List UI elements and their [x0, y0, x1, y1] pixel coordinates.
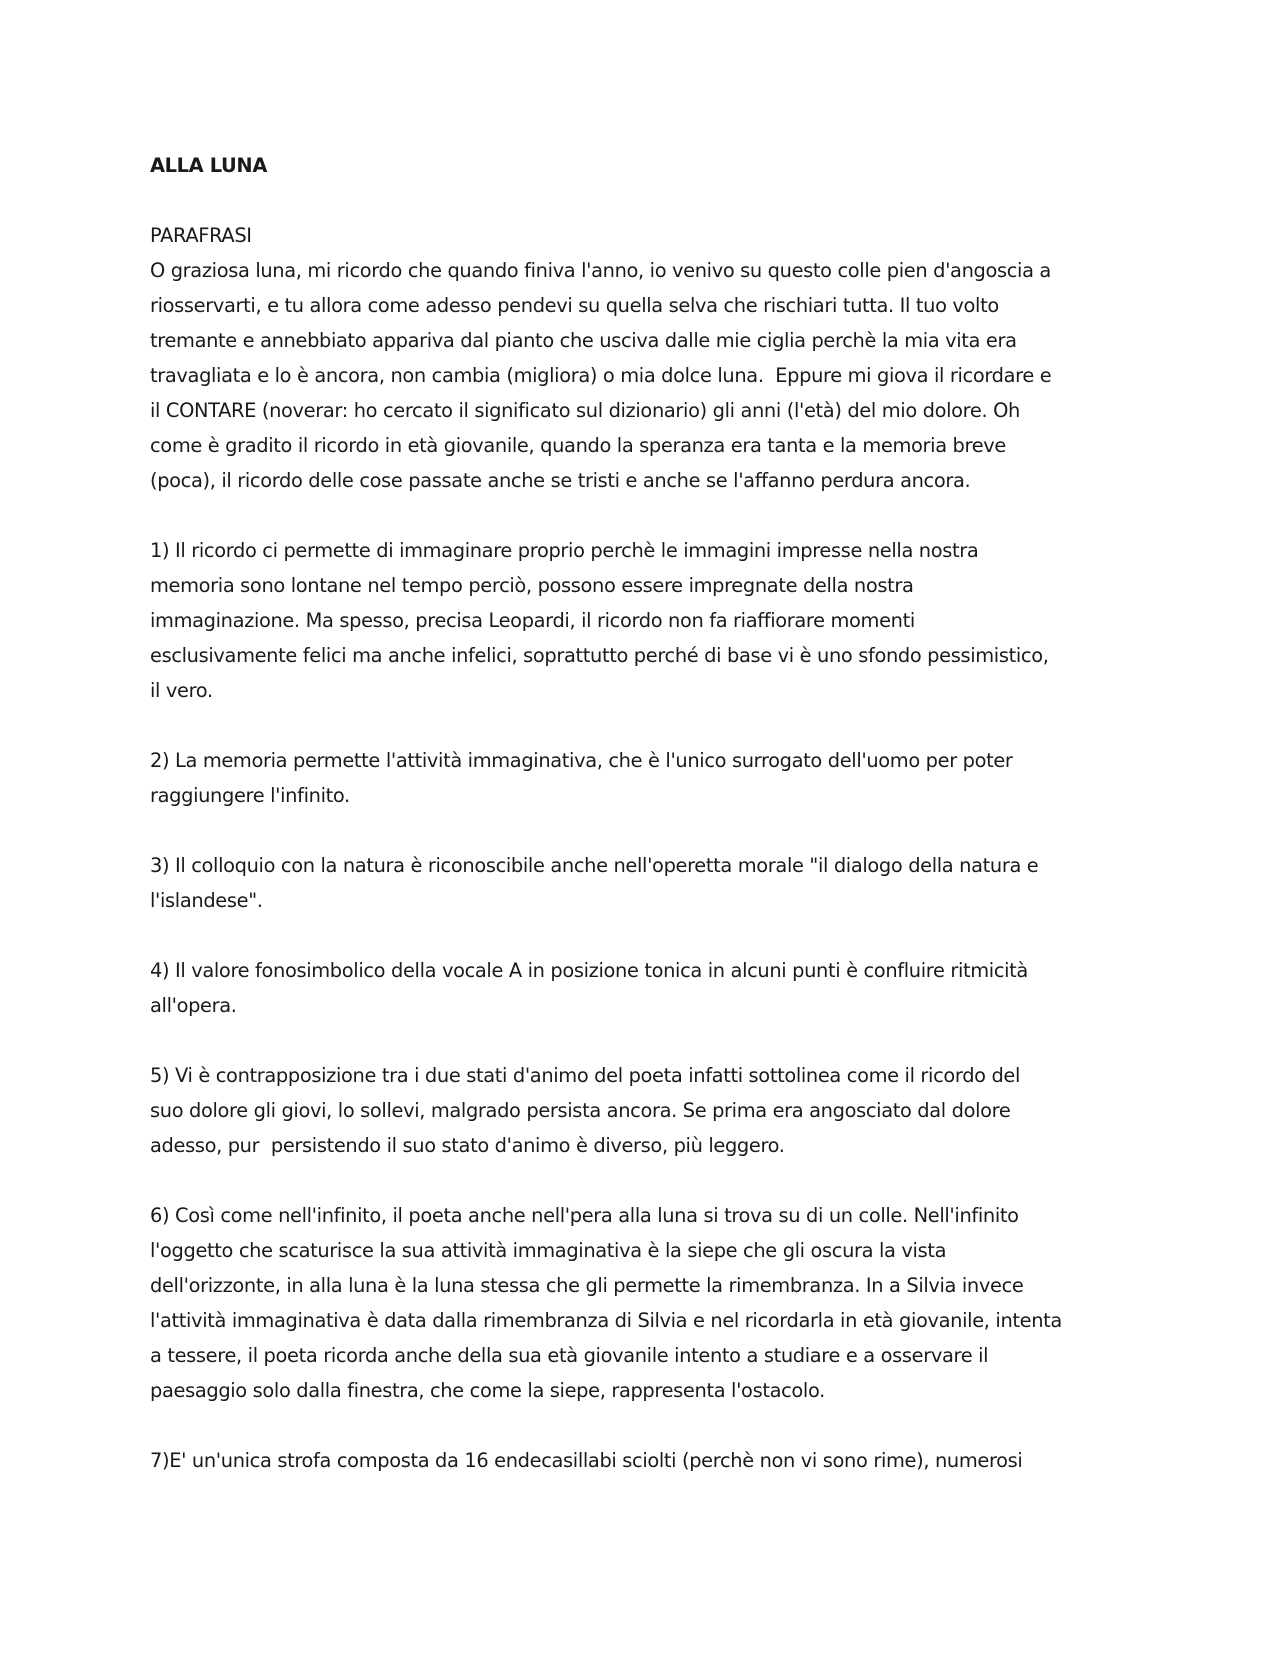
paragraph-point-6: 6) Così come nell'infinito, il poeta anche nell'pera alla luna si trova su di un colle. Nell'infinito l'oggetto che scaturisce la sua attività immaginativa è la siepe che gli oscura la vista dell'orizzonte, in alla luna è la luna stessa che gli permette la rimembranza. In a Silvia invece l'attività immaginativa è data dalla rimembranza di Silvia e nel ricordarla in età giovanile, intenta a tessere, il poeta ricorda anche della sua età giovanile intento a studiare e a osservare il paesaggio solo dalla finestra, che come la siepe, rappresenta l'ostacolo.	[150, 1204, 1062, 1402]
paragraph-gap	[150, 1023, 1135, 1058]
paragraph-gap	[150, 1163, 1135, 1198]
paragraph-gap	[150, 918, 1135, 953]
paragraph-point-7: 7)E' un'unica strofa composta da 16 endecasillabi sciolti (perchè non vi sono rime), numerosi	[150, 1449, 1023, 1472]
paragraph-gap	[150, 708, 1135, 743]
paragraph-gap	[150, 813, 1135, 848]
section-heading: PARAFRASI	[150, 224, 252, 247]
paragraph-point-5: 5) Vi è contrapposizione tra i due stati d'animo del poeta infatti sottolinea come il ricordo del suo dolore gli giovi, lo sollevi, malgrado persista ancora. Se prima era angosciato dal dolore adesso, pur persistendo il suo stato d'animo è diverso, più leggero.	[150, 1064, 1021, 1157]
paragraph-point-1: 1) Il ricordo ci permette di immaginare proprio perchè le immagini impresse nella nostra memoria sono lontane nel tempo perciò, possono essere impregnate della nostra immaginazione. Ma spesso, precisa Leopardi, il ricordo non fa riaffiorare momenti esclusivamente felici ma anche infelici, soprattutto perché di base vi è uno sfondo pessimistico, il vero.	[150, 539, 1049, 702]
document-page	[150, 148, 1135, 1478]
paragraph-parafrasi: O graziosa luna, mi ricordo che quando finiva l'anno, io venivo su questo colle pien d'angoscia a riosservarti, e tu allora come adesso pendevi su quella selva che rischiari tutta. Il tuo volto tremante e annebbiato appariva dal pianto che usciva dalle mie ciglia perchè la mia vita era travagliata e lo è ancora, non cambia (migliora) o mia dolce luna. Eppure mi giova il ricordare e il CONTARE (noverar: ho cercato il significato sul dizionario) gli anni (l'età) del mio dolore. Oh come è gradito il ricordo in età giovanile, quando la speranza era tanta e la memoria breve (poca), il ricordo delle cose passate anche se tristi e anche se l'affanno perdura ancora.	[150, 259, 1052, 492]
title-spacer	[150, 183, 1135, 218]
paragraph-point-2: 2) La memoria permette l'attività immaginativa, che è l'unico surrogato dell'uomo per poter raggiungere l'infinito.	[150, 749, 1013, 807]
document-title: ALLA LUNA	[150, 154, 267, 177]
paragraph-point-4: 4) Il valore fonosimbolico della vocale A in posizione tonica in alcuni punti è confluire ritmicità all'opera.	[150, 959, 1028, 1017]
paragraph-gap	[150, 1408, 1135, 1443]
paragraph-gap	[150, 498, 1135, 533]
paragraph-point-3: 3) Il colloquio con la natura è riconoscibile anche nell'operetta morale "il dialogo della natura e l'islandese".	[150, 854, 1039, 912]
